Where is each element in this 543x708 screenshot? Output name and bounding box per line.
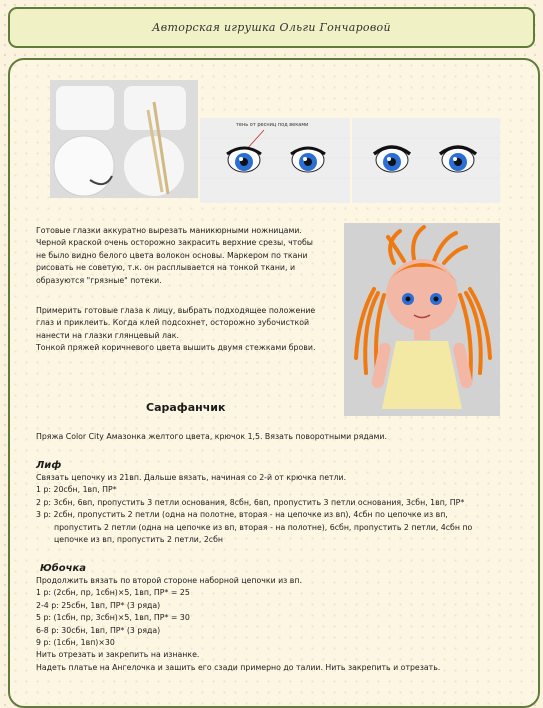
skirt-heading: Юбочка bbox=[40, 563, 86, 574]
list-item: 2-4 р: 25сбн, 1вп, ПР* (3 ряда) bbox=[36, 600, 161, 610]
list-item: Нить отрезать и закрепить на изнанке. bbox=[36, 650, 200, 660]
intro-paragraph-2: Примерить готовые глаза к лицу, выбрать подходящее положение глаз и приклеить. Когда клей подсохнет, осторожно зубочисткой нанести на глазки глянцевый лак. Тонкой пряжей коричневого цвета вышить двумя стежками брови. bbox=[36, 306, 316, 353]
paint-tray-photo bbox=[50, 80, 198, 198]
list-item: Надеть платье на Ангелочка и зашить его сзади примерно до талии. Нить закрепить и отрезать. bbox=[36, 662, 441, 672]
header-title: Авторская игрушка Ольги Гончаровой bbox=[152, 21, 391, 34]
list-item: цепочке из вп, пропустить 2 петли, 2сбн bbox=[54, 535, 223, 545]
yarn-info: Пряжа Color City Амазонка желтого цвета, крючок 1,5. Вязать поворотными рядами. bbox=[36, 432, 387, 441]
doll-photo bbox=[344, 223, 500, 416]
eyes-caption: тень от ресниц под веками bbox=[236, 122, 309, 128]
intro-paragraph-1: Готовые глазки аккуратно вырезать маникюрными ножницами. Черной краской очень осторожно закрасить верхние срезы, чтобы не было видно белого цвета волокон основы. Маркером по ткани рисовать не советую, т.к. он расплывается на тонкой ткани, и образуются "грязные" потеки. bbox=[36, 226, 313, 285]
list-item: Связать цепочку из 21вп. Дальше вязать, начиная со 2-й от крючка петли. bbox=[36, 473, 347, 482]
eyes-photo-2 bbox=[352, 118, 500, 203]
list-item: пропустить 2 петли (одна на цепочке из вп, вторая - на полотне), 6сбн, пропустить 2 петли, 4сбн по bbox=[54, 522, 473, 532]
list-item: 3 р: 2сбн, пропустить 2 петли (одна на полотне, вторая - на цепочке из вп), 4сбн по цепочке из вп, bbox=[36, 510, 448, 520]
lif-heading: Лиф bbox=[36, 460, 62, 471]
skirt-instructions bbox=[36, 575, 440, 674]
list-item: 1 р: (2сбн, пр, 1сбн)×5, 1вп, ПР* = 25 bbox=[36, 588, 190, 598]
list-item: Продолжить вязать по второй стороне наборной цепочки из вп. bbox=[36, 576, 302, 585]
sarafan-title: Сарафанчик bbox=[146, 401, 226, 414]
list-item: 9 р: (1сбн, 1вп)×30 bbox=[36, 638, 115, 648]
list-item: 2 р: 3сбн, 6вп, пропустить 3 петли основания, 8сбн, 6вп, пропустить 3 петли основания, 3сбн, 1вп, ПР* bbox=[36, 497, 465, 507]
list-item: 1 р: 20сбн, 1вп, ПР* bbox=[36, 485, 117, 495]
list-item: 6-8 р: 30сбн, 1вп, ПР* (3 ряда) bbox=[36, 625, 161, 635]
lif-instructions bbox=[36, 472, 472, 546]
page-header bbox=[8, 7, 535, 48]
eyes-photo-1 bbox=[200, 118, 350, 203]
list-item: 5 р: (1сбн, пр, 3сбн)×5, 1вп, ПР* = 30 bbox=[36, 613, 190, 623]
